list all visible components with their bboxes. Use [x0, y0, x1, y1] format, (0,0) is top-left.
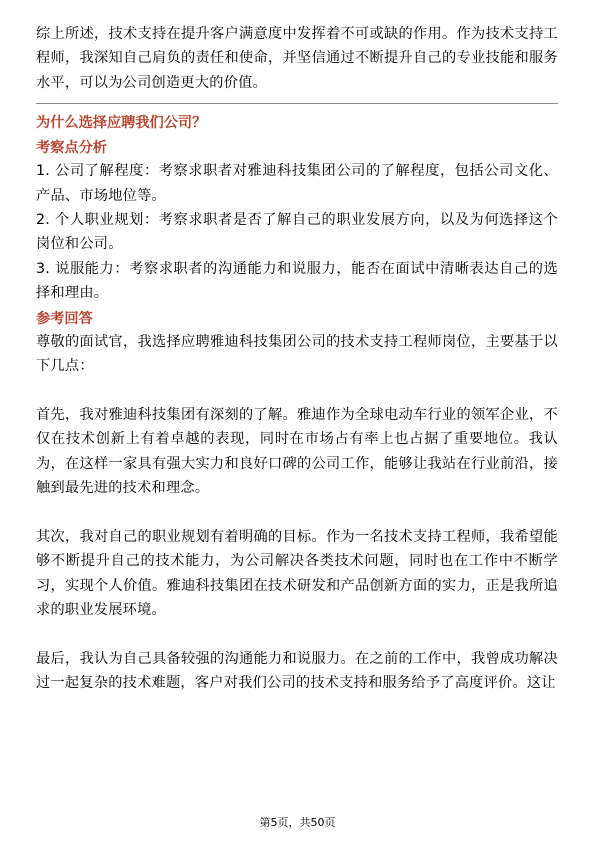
answer-opening: 尊敬的面试官，我选择应聘雅迪科技集团公司的技术支持工程师岗位，主要基于以下几点： — [36, 333, 558, 375]
answer-paragraph: 首先，我对雅迪科技集团有深刻的了解。雅迪作为全球电动车行业的领军企业，不仅在技术创新上有着卓越的表现，同时在市场占有率上也占据了重要地位。我认为，在这样一家具有强大实力和良好口碑的公司工作，能够让我站在行业前沿，接触到最先进的技术和理念。 — [36, 406, 558, 497]
paragraph-spacer — [36, 623, 558, 647]
intro-paragraph: 综上所述，技术支持在提升客户满意度中发挥着不可或缺的作用。作为技术支持工程师，我深知自己肩负的责任和使命，并坚信通过不断提升自己的专业技能和服务水平，可以为公司创造更大的价值。 — [36, 26, 558, 91]
paragraph-spacer — [36, 500, 558, 524]
page-content — [36, 22, 558, 696]
analysis-item: 1. 公司了解程度：考察求职者对雅迪科技集团公司的了解程度，包括公司文化、产品、市场地位等。 — [36, 163, 558, 204]
answer-paragraph: 最后，我认为自己具备较强的沟通能力和说服力。在之前的工作中，我曾成功解决过一起复杂的技术难题，客户对我们公司的技术支持和服务给予了高度评价。这让 — [36, 650, 558, 692]
answer-paragraph: 其次，我对自己的职业规划有着明确的目标。作为一名技术支持工程师，我希望能够不断提升自己的技术能力，为公司解决各类技术问题，同时也在工作中不断学习，实现个人价值。雅迪科技集团在技术研发和产品创新方面的实力，正是我所追求的职业发展环境。 — [36, 528, 558, 619]
question-title: 为什么选择应聘我们公司？ — [36, 115, 207, 132]
section-divider — [36, 103, 558, 104]
paragraph-spacer — [36, 378, 558, 402]
analysis-heading: 考察点分析 — [36, 140, 107, 157]
page-number: 第5页，共50页 — [259, 816, 336, 829]
analysis-item: 2. 个人职业规划：考察求职者是否了解自己的职业发展方向，以及为何选择这个岗位和公司。 — [36, 212, 558, 253]
analysis-item: 3. 说服能力：考察求职者的沟通能力和说服力，能否在面试中清晰表达自己的选择和理由。 — [36, 260, 558, 302]
answer-heading: 参考回答 — [36, 310, 93, 327]
